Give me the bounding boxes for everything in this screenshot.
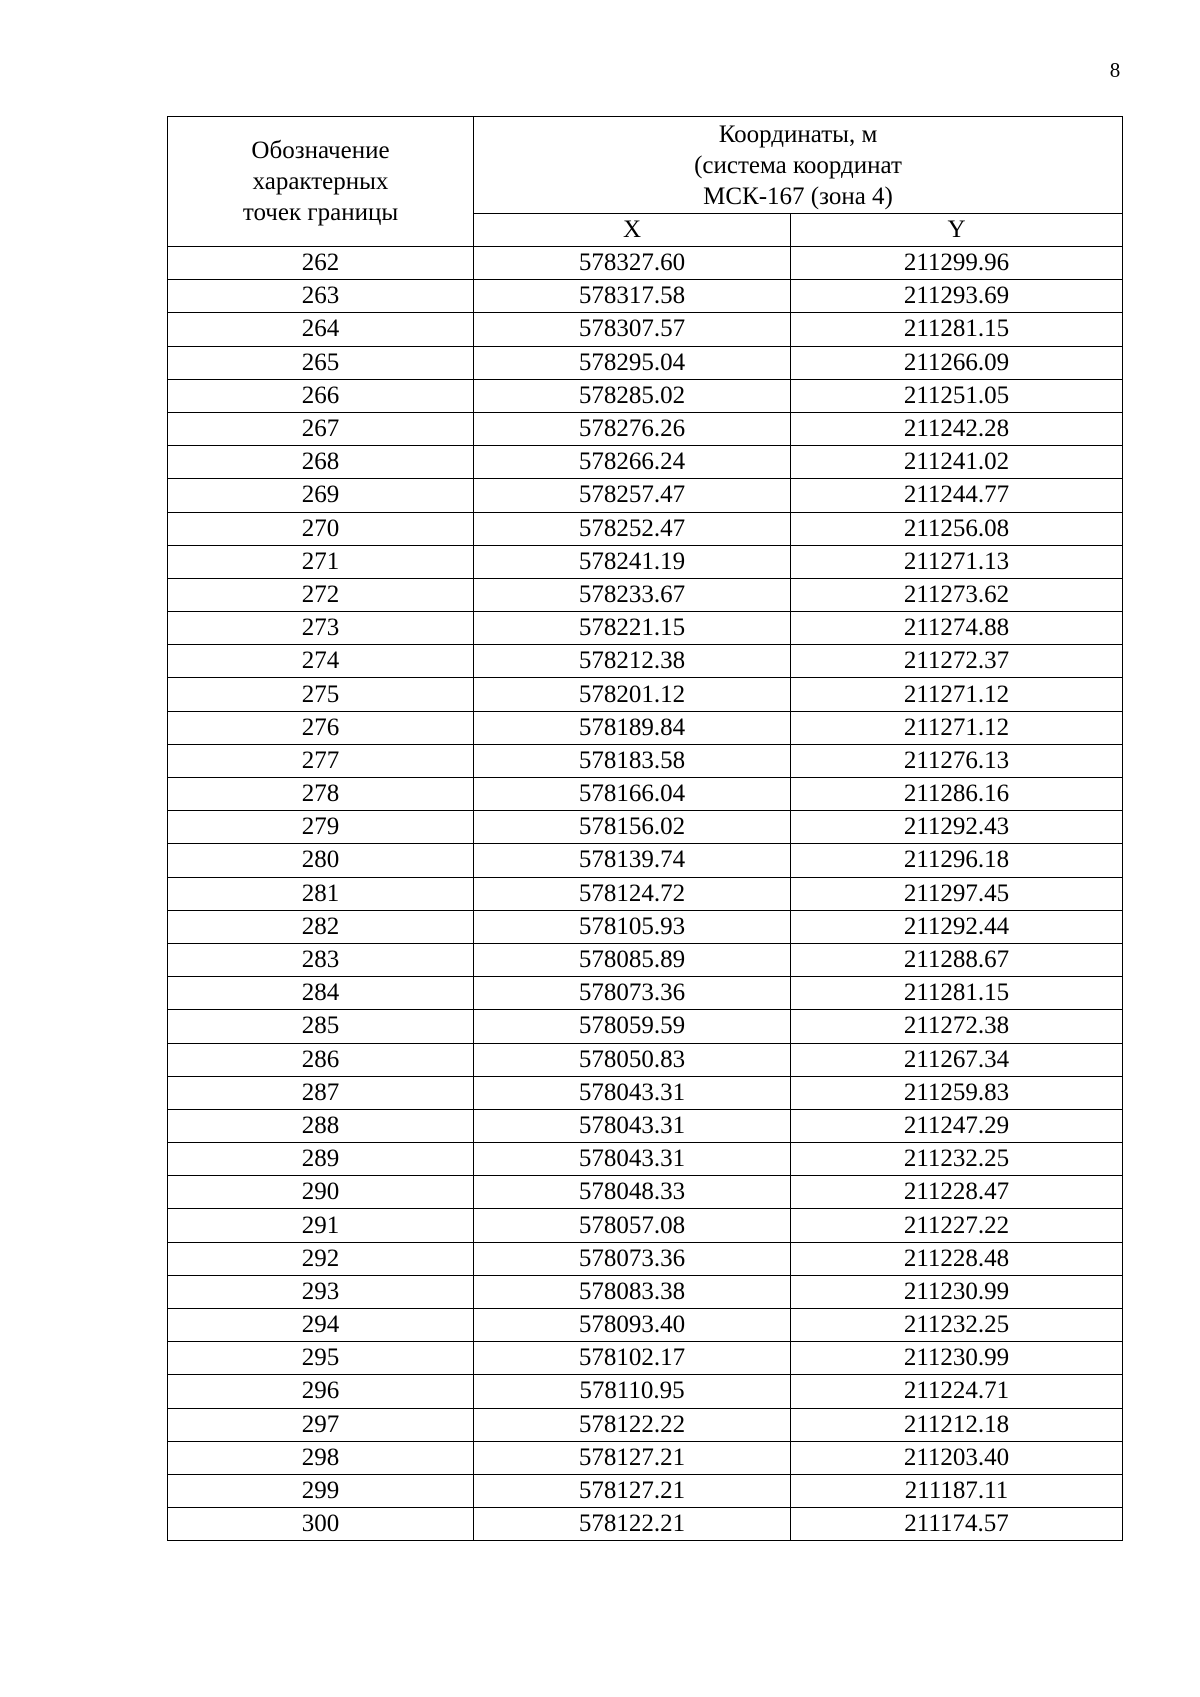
coordinates-header (474, 117, 1123, 214)
x-coordinate-cell: 578085.89 (474, 943, 791, 976)
y-coordinate-cell: 211212.18 (791, 1408, 1123, 1441)
point-cell: 295 (168, 1342, 474, 1375)
table-row (168, 247, 1123, 280)
point-cell: 298 (168, 1441, 474, 1474)
y-coordinate-cell: 211259.83 (791, 1076, 1123, 1109)
point-cell: 292 (168, 1242, 474, 1275)
table-row (168, 645, 1123, 678)
table-row (168, 1176, 1123, 1209)
table-row (168, 1408, 1123, 1441)
x-coordinate-cell: 578285.02 (474, 379, 791, 412)
table-row (168, 1010, 1123, 1043)
table-row (168, 1143, 1123, 1176)
point-cell: 300 (168, 1508, 474, 1541)
table-row (168, 678, 1123, 711)
y-coordinate-cell: 211288.67 (791, 943, 1123, 976)
point-cell: 268 (168, 446, 474, 479)
y-coordinate-cell: 211293.69 (791, 280, 1123, 313)
table-row (168, 744, 1123, 777)
point-cell: 288 (168, 1109, 474, 1142)
x-coordinate-cell: 578252.47 (474, 512, 791, 545)
y-coordinate-cell: 211272.38 (791, 1010, 1123, 1043)
point-cell: 287 (168, 1076, 474, 1109)
table-row (168, 578, 1123, 611)
x-coordinate-cell: 578241.19 (474, 545, 791, 578)
y-coordinate-cell: 211230.99 (791, 1342, 1123, 1375)
table-row (168, 877, 1123, 910)
table-row (168, 479, 1123, 512)
y-coordinate-cell: 211271.12 (791, 678, 1123, 711)
point-cell: 286 (168, 1043, 474, 1076)
x-coordinate-cell: 578043.31 (474, 1076, 791, 1109)
table-row (168, 943, 1123, 976)
point-cell: 266 (168, 379, 474, 412)
x-coordinate-cell: 578102.17 (474, 1342, 791, 1375)
designation-header (168, 117, 474, 247)
point-cell: 290 (168, 1176, 474, 1209)
point-cell: 299 (168, 1474, 474, 1507)
point-cell: 291 (168, 1209, 474, 1242)
point-cell: 284 (168, 977, 474, 1010)
y-coordinate-cell: 211292.43 (791, 811, 1123, 844)
table-row (168, 1375, 1123, 1408)
y-coordinate-cell: 211203.40 (791, 1441, 1123, 1474)
y-coordinate-cell: 211267.34 (791, 1043, 1123, 1076)
x-coordinate-cell: 578127.21 (474, 1474, 791, 1507)
table-row (168, 1043, 1123, 1076)
y-coordinate-cell: 211299.96 (791, 247, 1123, 280)
table-row (168, 1342, 1123, 1375)
y-coordinate-cell: 211244.77 (791, 479, 1123, 512)
x-coordinate-cell: 578166.04 (474, 778, 791, 811)
y-coordinate-cell: 211281.15 (791, 977, 1123, 1010)
x-coordinate-cell: 578276.26 (474, 412, 791, 445)
table-row (168, 612, 1123, 645)
y-coordinate-cell: 211271.12 (791, 711, 1123, 744)
table-row (168, 977, 1123, 1010)
designation-header-line: Обозначение (251, 137, 390, 164)
y-coordinate-cell: 211296.18 (791, 844, 1123, 877)
point-cell: 275 (168, 678, 474, 711)
y-coordinate-cell: 211273.62 (791, 578, 1123, 611)
y-coordinate-cell: 211232.25 (791, 1309, 1123, 1342)
table-row (168, 1242, 1123, 1275)
point-cell: 294 (168, 1309, 474, 1342)
x-coordinate-cell: 578124.72 (474, 877, 791, 910)
y-coordinate-cell: 211242.28 (791, 412, 1123, 445)
y-coordinate-cell: 211272.37 (791, 645, 1123, 678)
x-coordinate-cell: 578043.31 (474, 1109, 791, 1142)
point-cell: 270 (168, 512, 474, 545)
point-cell: 282 (168, 910, 474, 943)
y-coordinate-cell: 211256.08 (791, 512, 1123, 545)
y-coordinate-cell: 211230.99 (791, 1275, 1123, 1308)
y-coordinate-cell: 211271.13 (791, 545, 1123, 578)
point-cell: 285 (168, 1010, 474, 1043)
x-coordinate-cell: 578122.22 (474, 1408, 791, 1441)
x-coordinate-cell: 578307.57 (474, 313, 791, 346)
table-header (168, 117, 1123, 247)
point-cell: 269 (168, 479, 474, 512)
point-cell: 296 (168, 1375, 474, 1408)
table-row (168, 379, 1123, 412)
designation-header-line: точек границы (242, 199, 399, 226)
x-coordinate-cell: 578212.38 (474, 645, 791, 678)
table-row (168, 446, 1123, 479)
coordinates-header-line: МСК-167 (зона 4) (703, 182, 893, 210)
y-coordinate-cell: 211286.16 (791, 778, 1123, 811)
page-number: 8 (1109, 58, 1121, 82)
y-coordinate-cell: 211228.47 (791, 1176, 1123, 1209)
y-coordinate-cell: 211276.13 (791, 744, 1123, 777)
point-cell: 283 (168, 943, 474, 976)
table-row (168, 1508, 1123, 1541)
point-cell: 264 (168, 313, 474, 346)
x-coordinate-cell: 578183.58 (474, 744, 791, 777)
y-coordinate-cell: 211247.29 (791, 1109, 1123, 1142)
y-coordinate-cell: 211224.71 (791, 1375, 1123, 1408)
y-coordinate-cell: 211228.48 (791, 1242, 1123, 1275)
point-cell: 277 (168, 744, 474, 777)
x-column-header: X (474, 214, 791, 247)
x-coordinate-cell: 578050.83 (474, 1043, 791, 1076)
point-cell: 278 (168, 778, 474, 811)
x-coordinate-cell: 578048.33 (474, 1176, 791, 1209)
point-cell: 265 (168, 346, 474, 379)
y-coordinate-cell: 211266.09 (791, 346, 1123, 379)
point-cell: 274 (168, 645, 474, 678)
table-row (168, 811, 1123, 844)
point-cell: 293 (168, 1275, 474, 1308)
table-row (168, 844, 1123, 877)
table-row (168, 1309, 1123, 1342)
y-coordinate-cell: 211251.05 (791, 379, 1123, 412)
x-coordinate-cell: 578110.95 (474, 1375, 791, 1408)
y-column-header: Y (791, 214, 1123, 247)
x-coordinate-cell: 578139.74 (474, 844, 791, 877)
x-coordinate-cell: 578317.58 (474, 280, 791, 313)
x-coordinate-cell: 578059.59 (474, 1010, 791, 1043)
table-row (168, 1109, 1123, 1142)
x-coordinate-cell: 578093.40 (474, 1309, 791, 1342)
x-coordinate-cell: 578083.38 (474, 1275, 791, 1308)
table-row (168, 778, 1123, 811)
x-coordinate-cell: 578327.60 (474, 247, 791, 280)
x-coordinate-cell: 578189.84 (474, 711, 791, 744)
y-coordinate-cell: 211232.25 (791, 1143, 1123, 1176)
x-coordinate-cell: 578122.21 (474, 1508, 791, 1541)
table-row (168, 910, 1123, 943)
x-coordinate-cell: 578295.04 (474, 346, 791, 379)
point-cell: 289 (168, 1143, 474, 1176)
y-coordinate-cell: 211297.45 (791, 877, 1123, 910)
point-cell: 273 (168, 612, 474, 645)
point-cell: 272 (168, 578, 474, 611)
x-coordinate-cell: 578105.93 (474, 910, 791, 943)
y-coordinate-cell: 211274.88 (791, 612, 1123, 645)
x-coordinate-cell: 578257.47 (474, 479, 791, 512)
point-cell: 297 (168, 1408, 474, 1441)
coordinates-header-line: Координаты, м (718, 120, 878, 148)
point-cell: 262 (168, 247, 474, 280)
y-coordinate-cell: 211241.02 (791, 446, 1123, 479)
header-row-main (168, 117, 1123, 214)
x-coordinate-cell: 578201.12 (474, 678, 791, 711)
table-row (168, 711, 1123, 744)
table-row (168, 1209, 1123, 1242)
x-coordinate-cell: 578073.36 (474, 1242, 791, 1275)
x-coordinate-cell: 578073.36 (474, 977, 791, 1010)
table-row (168, 313, 1123, 346)
point-cell: 280 (168, 844, 474, 877)
point-cell: 267 (168, 412, 474, 445)
point-cell: 281 (168, 877, 474, 910)
table-row (168, 1076, 1123, 1109)
table-row (168, 545, 1123, 578)
table-row (168, 512, 1123, 545)
table-row (168, 346, 1123, 379)
x-coordinate-cell: 578266.24 (474, 446, 791, 479)
designation-header-line: характерных (252, 168, 389, 195)
y-coordinate-cell: 211281.15 (791, 313, 1123, 346)
x-coordinate-cell: 578233.67 (474, 578, 791, 611)
table-row (168, 1441, 1123, 1474)
x-coordinate-cell: 578057.08 (474, 1209, 791, 1242)
y-coordinate-cell: 211227.22 (791, 1209, 1123, 1242)
y-coordinate-cell: 211187.11 (791, 1474, 1123, 1507)
coordinates-header-line: (система координат (694, 151, 902, 179)
point-cell: 276 (168, 711, 474, 744)
table-row (168, 280, 1123, 313)
point-cell: 263 (168, 280, 474, 313)
coordinates-table (167, 116, 1123, 1541)
table-row (168, 1474, 1123, 1507)
x-coordinate-cell: 578127.21 (474, 1441, 791, 1474)
point-cell: 279 (168, 811, 474, 844)
y-coordinate-cell: 211292.44 (791, 910, 1123, 943)
table-body (168, 247, 1123, 1541)
y-coordinate-cell: 211174.57 (791, 1508, 1123, 1541)
point-cell: 271 (168, 545, 474, 578)
x-coordinate-cell: 578156.02 (474, 811, 791, 844)
table-row (168, 412, 1123, 445)
x-coordinate-cell: 578221.15 (474, 612, 791, 645)
x-coordinate-cell: 578043.31 (474, 1143, 791, 1176)
table-row (168, 1275, 1123, 1308)
